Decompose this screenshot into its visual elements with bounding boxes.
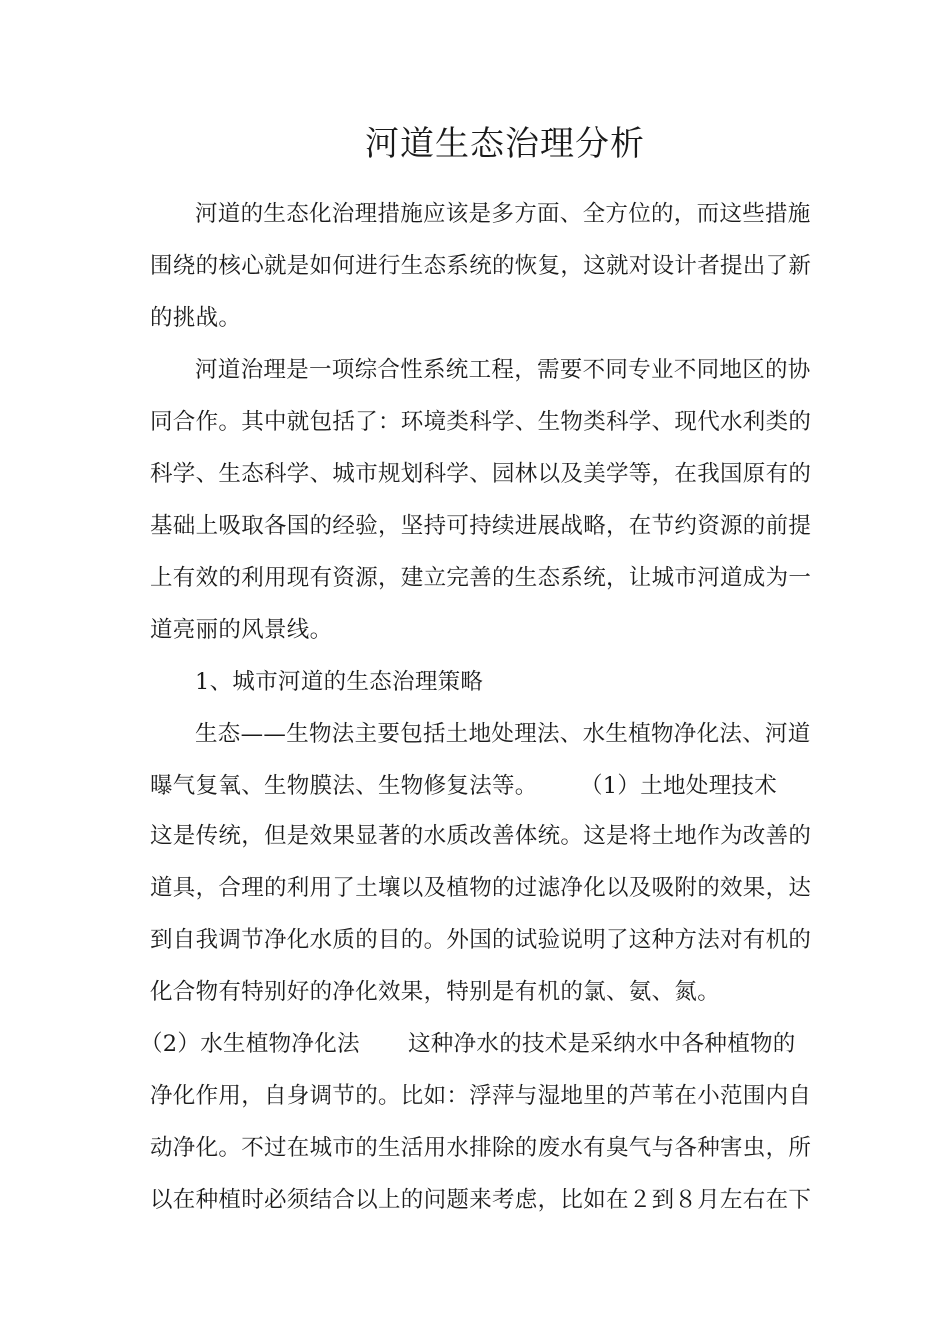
- paragraph-line: 以在种植时必须结合以上的问题来考虑，比如在２到８月左右在下: [150, 1187, 812, 1213]
- document-title: 河道生态治理分析: [365, 124, 645, 164]
- paragraph-line: 道具，合理的利用了土壤以及植物的过滤净化以及吸附的效果，达: [150, 875, 812, 901]
- paragraph-line: 科学、生态科学、城市规划科学、园林以及美学等，在我国原有的: [150, 461, 812, 487]
- paragraph-line: 河道治理是一项综合性系统工程，需要不同专业不同地区的协: [195, 357, 811, 383]
- paragraph-line: 上有效的利用现有资源，建立完善的生态系统，让城市河道成为一: [150, 565, 812, 591]
- paragraph-line: 这是传统，但是效果显著的水质改善体统。这是将土地作为改善的: [150, 823, 812, 849]
- subsection-heading: （2）水生植物净化法: [140, 1031, 360, 1057]
- paragraph-line: 的挑战。: [150, 305, 242, 331]
- paragraph-line: 生态——生物法主要包括土地处理法、水生植物净化法、河道: [195, 721, 811, 747]
- paragraph-line: 道亮丽的风景线。: [150, 617, 333, 643]
- paragraph-line: 化合物有特别好的净化效果，特别是有机的氯、氨、氮。: [150, 979, 721, 1005]
- paragraph-line: 同合作。其中就包括了：环境类科学、生物类科学、现代水利类的: [150, 409, 812, 435]
- paragraph-line: 河道的生态化治理措施应该是多方面、全方位的，而这些措施: [195, 201, 811, 227]
- paragraph-line: 围绕的核心就是如何进行生态系统的恢复，这就对设计者提出了新: [150, 253, 812, 279]
- paragraph-line: 动净化。不过在城市的生活用水排除的废水有臭气与各种害虫，所: [150, 1135, 812, 1161]
- paragraph-line: 净化作用，自身调节的。比如：浮萍与湿地里的芦苇在小范围内自: [150, 1083, 812, 1109]
- paragraph-line: 这种净水的技术是采纳水中各种植物的: [408, 1031, 796, 1057]
- paragraph-line: 曝气复氧、生物膜法、生物修复法等。: [150, 773, 538, 799]
- section-heading: 1、城市河道的生态治理策略: [195, 669, 484, 695]
- paragraph-line: 基础上吸取各国的经验，坚持可持续进展战略，在节约资源的前提: [150, 513, 812, 539]
- paragraph-line: 到自我调节净化水质的目的。外国的试验说明了这种方法对有机的: [150, 927, 812, 953]
- subsection-heading: （1）土地处理技术: [580, 773, 778, 799]
